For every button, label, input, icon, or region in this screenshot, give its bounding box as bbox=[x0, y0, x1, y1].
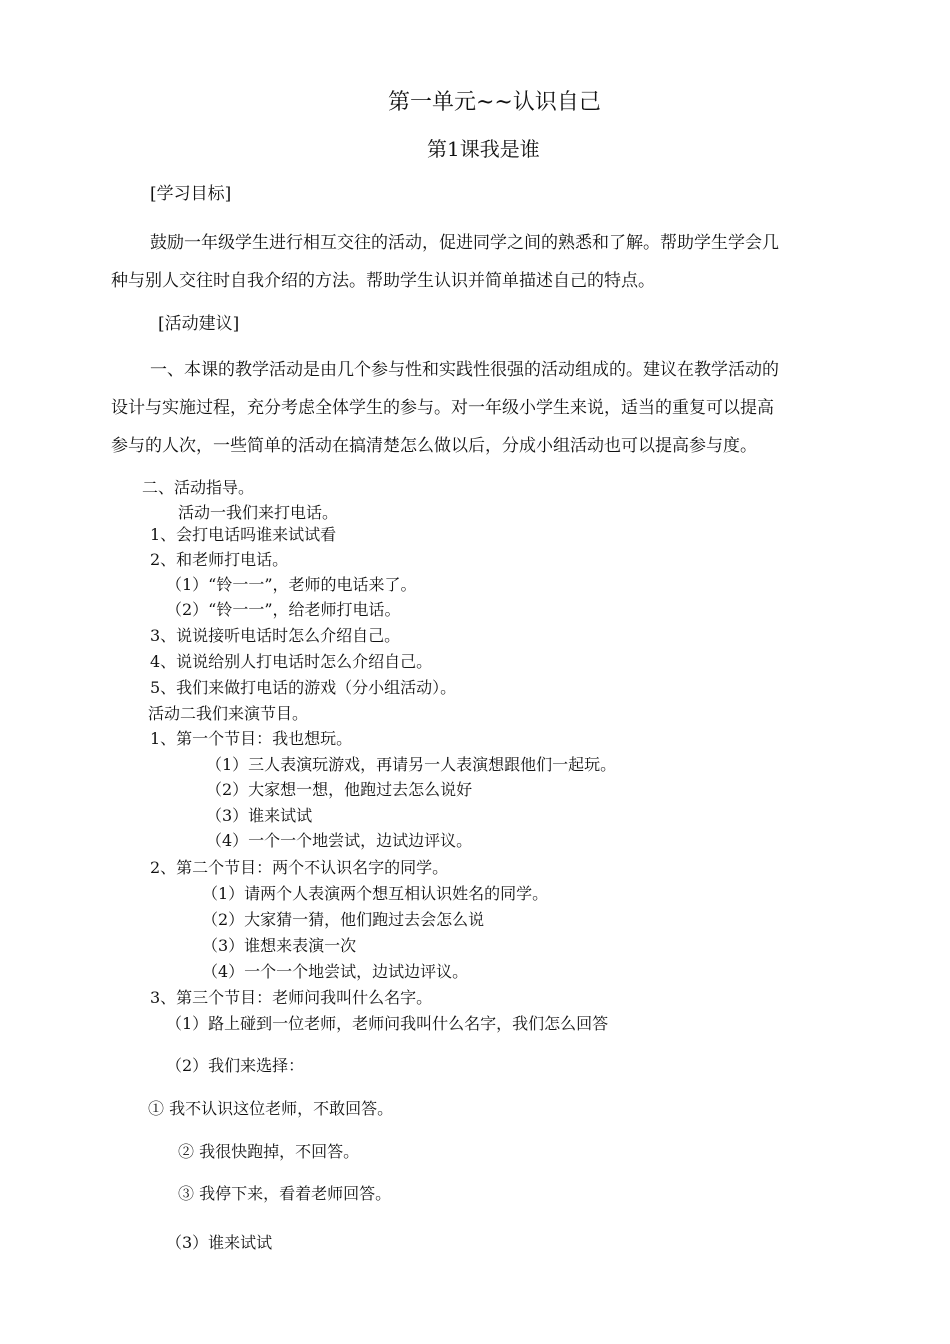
suggest-heading: [活动建议] bbox=[158, 314, 240, 334]
list-item: （3）谁想来表演一次 bbox=[202, 936, 357, 955]
suggest-text-line: 一、本课的教学活动是由几个参与性和实践性很强的活动组成的。建议在教学活动的 bbox=[150, 360, 779, 380]
page-title: 第一单元~~认识自己 bbox=[388, 90, 601, 115]
list-item: ③ 我停下来，看着老师回答。 bbox=[178, 1184, 392, 1203]
list-item: 活动一我们来打电话。 bbox=[178, 503, 339, 522]
goals-text-line: 种与别人交往时自我介绍的方法。帮助学生认识并简单描述自己的特点。 bbox=[111, 271, 655, 291]
list-item: 1、第一个节目：我也想玩。 bbox=[150, 729, 353, 748]
list-item: 3、说说接听电话时怎么介绍自己。 bbox=[150, 626, 401, 645]
list-item: 5、我们来做打电话的游戏（分小组活动）。 bbox=[150, 678, 457, 697]
list-item: 1、会打电话吗谁来试试看 bbox=[150, 525, 337, 544]
list-item: （1）请两个人表演两个想互相认识姓名的同学。 bbox=[202, 884, 549, 903]
list-item: 二、活动指导。 bbox=[142, 478, 255, 497]
list-item: ② 我很快跑掉，不回答。 bbox=[178, 1142, 360, 1161]
list-item: （4）一个一个地尝试，边试边评议。 bbox=[202, 962, 469, 981]
lesson-title: 第1课我是谁 bbox=[427, 137, 540, 161]
list-item: 4、说说给别人打电话时怎么介绍自己。 bbox=[150, 652, 433, 671]
suggest-text-line: 设计与实施过程，充分考虑全体学生的参与。对一年级小学生来说，适当的重复可以提高 bbox=[111, 398, 774, 418]
list-item: （1）三人表演玩游戏，再请另一人表演想跟他们一起玩。 bbox=[206, 755, 617, 774]
suggest-text-line: 参与的人次，一些简单的活动在搞清楚怎么做以后，分成小组活动也可以提高参与度。 bbox=[111, 436, 757, 456]
list-item: 活动二我们来演节目。 bbox=[148, 704, 309, 723]
list-item: （4）一个一个地尝试，边试边评议。 bbox=[206, 831, 473, 850]
goals-text-line: 鼓励一年级学生进行相互交往的活动，促进同学之间的熟悉和了解。帮助学生学会几 bbox=[150, 233, 779, 253]
list-item: （2）大家猜一猜，他们跑过去会怎么说 bbox=[202, 910, 485, 929]
list-item: 2、和老师打电话。 bbox=[150, 550, 289, 569]
list-item: 3、第三个节目：老师问我叫什么名字。 bbox=[150, 988, 433, 1007]
list-item: （3）谁来试试 bbox=[166, 1233, 273, 1252]
list-item: （2）“铃一一”，给老师打电话。 bbox=[166, 600, 401, 619]
list-item: （1）“铃一一”，老师的电话来了。 bbox=[166, 575, 417, 594]
list-item: 2、第二个节目：两个不认识名字的同学。 bbox=[150, 858, 449, 877]
goals-heading: [学习目标] bbox=[150, 184, 232, 204]
list-item: （2）大家想一想，他跑过去怎么说好 bbox=[206, 780, 473, 799]
list-item: （2）我们来选择： bbox=[166, 1056, 305, 1075]
list-item: ① 我不认识这位老师，不敢回答。 bbox=[148, 1099, 394, 1118]
list-item: （1）路上碰到一位老师，老师问我叫什么名字，我们怎么回答 bbox=[166, 1014, 609, 1033]
list-item: （3）谁来试试 bbox=[206, 806, 313, 825]
